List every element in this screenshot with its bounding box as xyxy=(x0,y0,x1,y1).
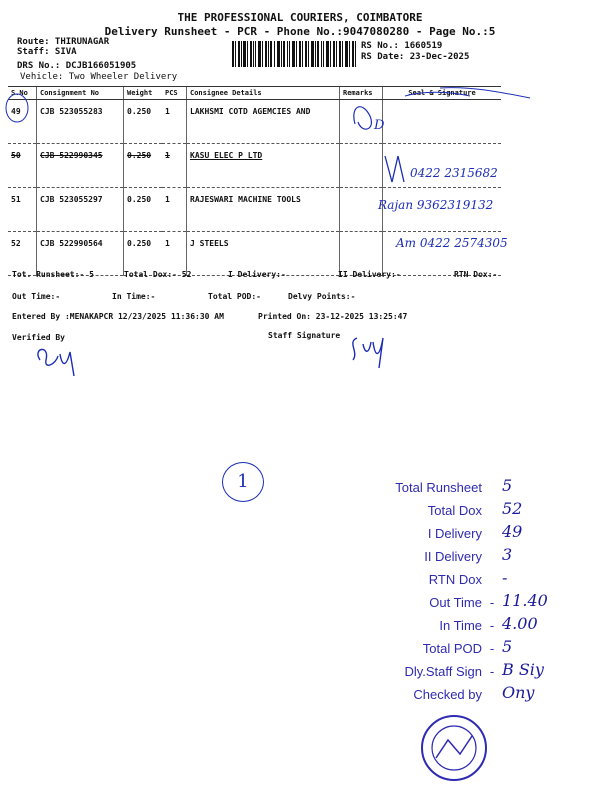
stamp-value: 49 xyxy=(502,522,523,541)
stamp-row xyxy=(382,564,592,587)
runsheet-title: Delivery Runsheet - PCR - Phone No.:9047080280 - Page No.:5 xyxy=(104,25,496,38)
stamp-value: - xyxy=(502,568,508,587)
handwritten-phone: Rajan 9362319132 xyxy=(378,198,494,212)
col-seal-signature: Seal & Signature xyxy=(383,87,502,100)
stamp-value: 5 xyxy=(502,476,513,495)
staff-signature-label: Staff Signature xyxy=(268,331,341,340)
col-pcs: PCS xyxy=(162,87,187,100)
stamp-value: B Siy xyxy=(502,660,544,679)
totals-row xyxy=(12,270,572,279)
row-consignee: LAKHSMI COTD AGEMCIES AND xyxy=(187,100,340,144)
staff-label: Staff: SIVA xyxy=(17,47,77,57)
stamp-label: Total Dox xyxy=(427,503,482,518)
row-consignment: CJB 522990345 xyxy=(37,144,124,188)
signature-mark-icon xyxy=(385,156,404,182)
stamp-label: Dly.Staff Sign xyxy=(404,664,482,679)
drs-number: DRS No.: DCJB166051905 xyxy=(17,61,137,71)
row-sno: 51 xyxy=(8,188,37,232)
stamp-value: 3 xyxy=(502,545,513,564)
vehicle-label: Vehicle: Two Wheeler Delivery xyxy=(20,72,178,82)
row-consignee: J STEELS xyxy=(187,232,340,276)
row-weight: 0.250 xyxy=(124,100,163,144)
total-dox: Total Dox:- 52 xyxy=(124,270,192,279)
stamp-label: II Delivery xyxy=(424,549,482,564)
row-pcs: 1 xyxy=(162,188,187,232)
stamp-row xyxy=(382,541,592,564)
stamp-row: Total POD - 5 xyxy=(382,633,592,656)
stamp-row: In Time - 4.00 xyxy=(382,610,592,633)
rs-number: RS No.: 1660519 xyxy=(361,41,443,51)
company-name: THE PROFESSIONAL COURIERS, COIMBATORE xyxy=(177,11,423,24)
stamp-row xyxy=(382,679,592,702)
row-consignee: RAJESWARI MACHINE TOOLS xyxy=(187,188,340,232)
row-weight: 0.250 xyxy=(124,144,163,188)
stamp-row: Dly.Staff Sign - B Siy xyxy=(382,656,592,679)
total-pod: Total POD:- xyxy=(208,292,261,301)
row-pcs: 1 xyxy=(162,144,187,188)
delvy-points: Delvy Points:- xyxy=(288,292,356,301)
stamp-row xyxy=(382,472,592,495)
row-pcs: 1 xyxy=(162,232,187,276)
row-weight: 0.250 xyxy=(124,232,163,276)
row-consignee: KASU ELEC P LTD xyxy=(187,144,340,188)
col-weight: Weight xyxy=(124,87,163,100)
i-delivery: I Delivery:- xyxy=(228,270,286,279)
col-remarks: Remarks xyxy=(340,87,383,100)
row-pcs: 1 xyxy=(162,100,187,144)
handwritten-note: D xyxy=(374,118,385,133)
stamp-row: Out Time - 11.40 xyxy=(382,587,592,610)
circle-mark-icon xyxy=(6,94,28,122)
stamp-label: I Delivery xyxy=(427,526,482,541)
col-consignee: Consignee Details xyxy=(187,87,340,100)
stamp-value: 52 xyxy=(502,499,523,518)
times-row xyxy=(12,292,572,301)
rs-date: RS Date: 23-Dec-2025 xyxy=(361,52,470,62)
row-consignment: CJB 523055297 xyxy=(37,188,124,232)
barcode xyxy=(232,41,356,67)
handwritten-phone: Am 0422 2574305 xyxy=(396,236,508,250)
col-sno: S.No xyxy=(8,87,37,100)
verified-by-label: Verified By xyxy=(12,333,65,342)
staff-signature-icon xyxy=(345,330,395,370)
rtn-dox: RTN Dox:- xyxy=(454,270,498,279)
handwritten-phone: 0422 2315682 xyxy=(410,166,498,180)
col-consignment: Consignment No xyxy=(37,87,124,100)
company-seal-icon xyxy=(414,708,494,788)
in-time: In Time:- xyxy=(112,292,156,301)
stamp-value: 11.40 xyxy=(502,591,548,610)
verified-signature-icon xyxy=(30,340,90,380)
row-sno: 52 xyxy=(8,232,37,276)
stamp-label: Total Runsheet xyxy=(395,480,482,495)
ii-delivery: II Delivery:- xyxy=(338,270,401,279)
route-label: Route: THIRUNAGAR xyxy=(17,37,110,47)
stamp-row xyxy=(382,495,592,518)
page-marker: 1 xyxy=(222,462,264,502)
scribble-mark-icon xyxy=(405,88,530,98)
stamp-row xyxy=(382,518,592,541)
out-time: Out Time:- xyxy=(12,292,61,301)
printed-on: Printed On: 23-12-2025 13:25:47 xyxy=(258,312,408,321)
handwriting-layer xyxy=(0,86,600,276)
entered-by: Entered By :MENAKAPCR 12/23/2025 11:36:30 AM xyxy=(12,312,224,321)
stamp-label: Out Time xyxy=(429,595,482,610)
signature-mark-icon xyxy=(354,107,372,129)
row-sno: 50 xyxy=(8,144,37,188)
stamp-summary xyxy=(382,472,592,702)
stamp-value: 4.00 xyxy=(502,614,538,633)
stamp-value: Ony xyxy=(502,683,535,702)
stamp-label: In Time xyxy=(439,618,482,633)
stamp-label: Checked by xyxy=(413,687,482,702)
row-consignment: CJB 523055283 xyxy=(37,100,124,144)
stamp-label: Total POD xyxy=(422,641,482,656)
row-consignment: CJB 522990564 xyxy=(37,232,124,276)
stamp-label: RTN Dox xyxy=(428,572,482,587)
total-runsheet: Tot. Runsheet:- 5 xyxy=(12,270,94,279)
stamp-value: 5 xyxy=(502,637,513,656)
row-weight: 0.250 xyxy=(124,188,163,232)
row-sno: 49 xyxy=(8,100,37,144)
entered-row xyxy=(12,312,572,321)
